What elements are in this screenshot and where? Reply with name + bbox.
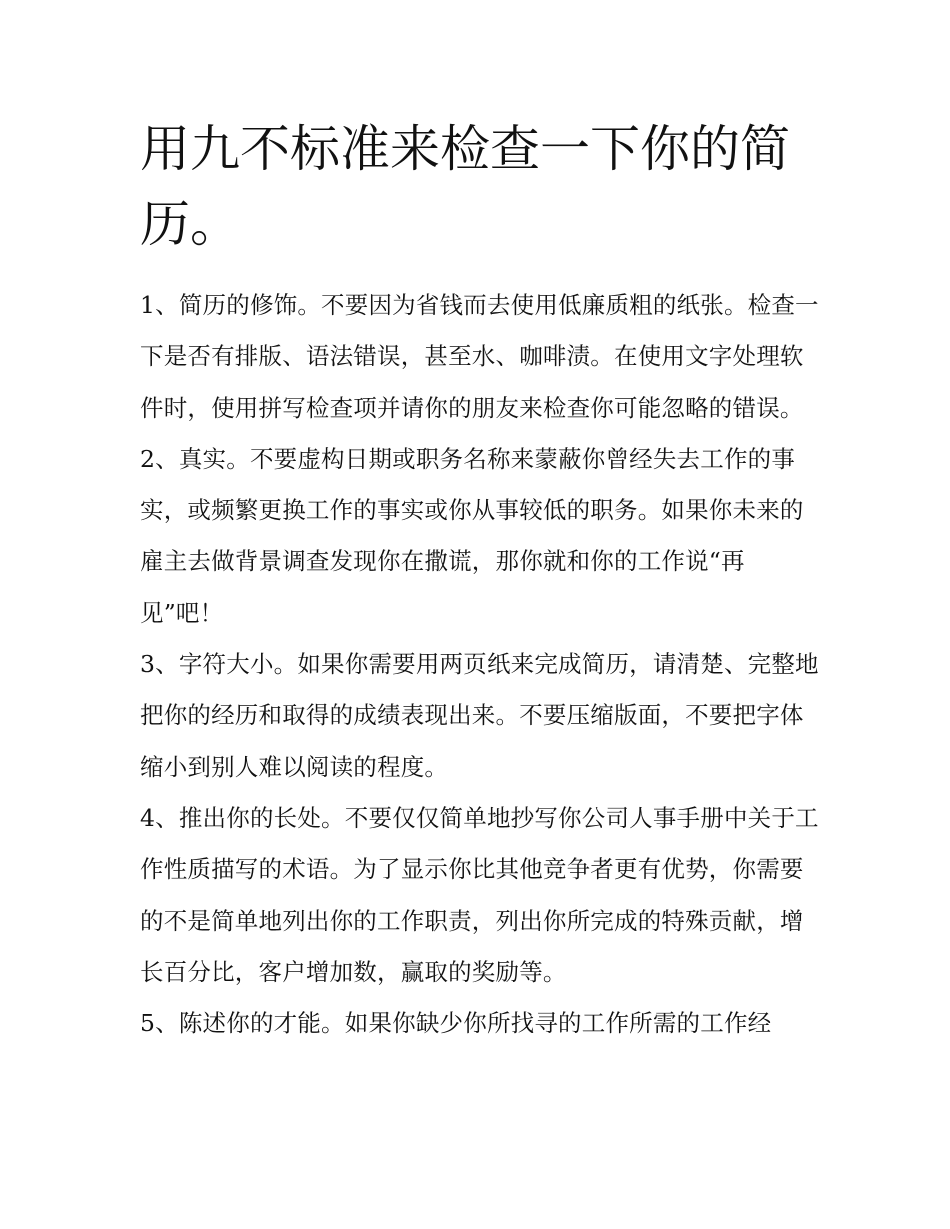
paragraph-5: 5、陈述你的才能。如果你缺少你所找寻的工作所需的工作经 — [140, 1009, 772, 1038]
document-body — [140, 280, 820, 1049]
paragraph-2: 2、真实。不要虚构日期或职务名称来蒙蔽你曾经失去工作的事实，或频繁更换工作的事实或你从事较低的职务。如果你未来的雇主去做背景调查发现你在撒谎，那你就和你的工作说“再见”吧！ — [140, 444, 804, 627]
paragraph-4: 4、推出你的长处。不要仅仅简单地抄写你公司人事手册中关于工作性质描写的术语。为了显示你比其他竞争者更有优势，你需要的不是简单地列出你的工作职责，列出你所完成的特殊贡献，增长百分比，客户增加数，赢取的奖励等。 — [140, 803, 819, 986]
paragraph-1: 1、简历的修饰。不要因为省钱而去使用低廉质粗的纸张。检查一下是否有排版、语法错误，甚至水、咖啡渍。在使用文字处理软件时，使用拼写检查项并请你的朋友来检查你可能忽略的错误。 — [140, 291, 819, 422]
document-title: 用九不标准来检查一下你的简历。 — [140, 120, 790, 253]
paragraph-3: 3、字符大小。如果你需要用两页纸来完成简历，请清楚、完整地把你的经历和取得的成绩表现出来。不要压缩版面，不要把字体缩小到别人难以阅读的程度。 — [140, 650, 819, 781]
